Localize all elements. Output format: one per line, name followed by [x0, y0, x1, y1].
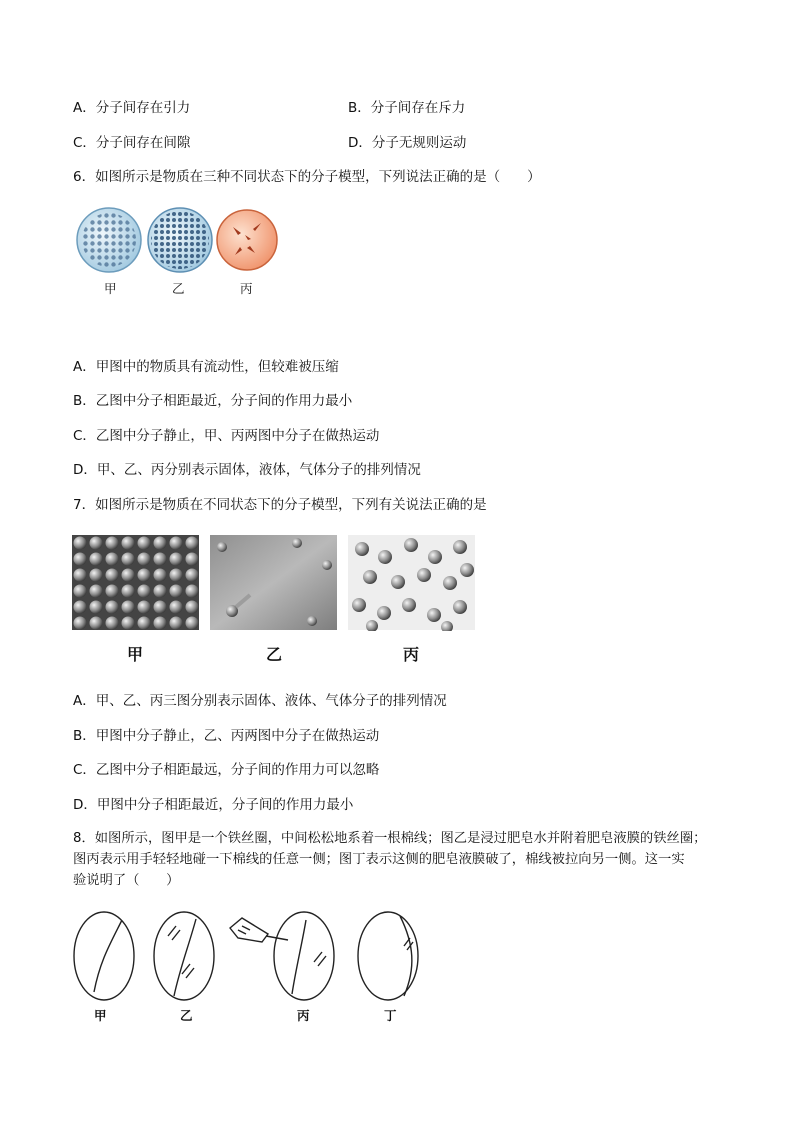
q8-label-yi: 乙 [180, 1008, 193, 1023]
q7-panel-bing [348, 535, 475, 631]
q7-panel-jia [72, 535, 199, 630]
q5-option-d: D．分子无规则运动 [348, 135, 467, 151]
q6-circle-yi [148, 208, 212, 272]
q7-option-c: C．乙图中分子相距最远，分子间的作用力可以忽略 [73, 762, 380, 778]
q8-label-bing: 丙 [297, 1008, 310, 1023]
q8-loop-bing [230, 912, 334, 1000]
q8-label-jia: 甲 [94, 1008, 107, 1023]
q6-option-d: D．甲、乙、丙分别表示固体，液体，气体分子的排列情况 [73, 462, 421, 478]
q6-stem: 6．如图所示是物质在三种不同状态下的分子模型，下列说法正确的是（ ） [73, 169, 541, 185]
q7-molecule-figure [72, 535, 477, 631]
q7-label-jia: 甲 [127, 645, 144, 664]
q6-label-bing: 丙 [240, 281, 253, 296]
q8-wire-loop-figure [70, 906, 430, 1006]
q8-label-ding: 丁 [384, 1008, 397, 1023]
q8-stem-line-3: 验说明了（ ） [73, 873, 180, 888]
q7-option-a: A．甲、乙、丙三图分别表示固体、液体、气体分子的排列情况 [73, 693, 447, 709]
q6-label-jia: 甲 [104, 281, 117, 296]
q5-option-c: C．分子间存在间隙 [73, 135, 191, 151]
q6-label-yi: 乙 [172, 281, 185, 296]
q5-option-a: A．分子间存在引力 [73, 100, 191, 116]
q6-option-c: C．乙图中分子静止，甲、丙两图中分子在做热运动 [73, 428, 380, 444]
q6-option-b: B．乙图中分子相距最近，分子间的作用力最小 [73, 393, 353, 409]
q7-option-b: B．甲图中分子静止，乙、丙两图中分子在做热运动 [73, 728, 380, 744]
q8-stem-line-2: 图丙表示用手轻轻地碰一下棉线的任意一侧；图丁表示这侧的肥皂液膜破了，棉线被拉向另一侧。这一实 [73, 852, 685, 867]
q6-option-a: A．甲图中的物质具有流动性，但较难被压缩 [73, 359, 339, 375]
q7-stem: 7．如图所示是物质在不同状态下的分子模型，下列有关说法正确的是 [73, 497, 487, 513]
q5-option-b: B．分子间存在斥力 [348, 100, 466, 116]
q8-loop-yi [154, 912, 214, 1000]
q7-label-yi: 乙 [266, 645, 283, 664]
q6-circle-bing [217, 210, 277, 270]
q7-panel-yi [210, 535, 337, 630]
q8-loop-jia [74, 912, 134, 1000]
q7-label-bing: 丙 [403, 645, 420, 664]
q7-option-d: D．甲图中分子相距最近，分子间的作用力最小 [73, 797, 354, 813]
q8-loop-ding [358, 912, 418, 1000]
q6-circle-jia [77, 208, 141, 272]
q8-stem-line-1: 8．如图所示，图甲是一个铁丝圈，中间松松地系着一根棉线；图乙是浸过肥皂水并附着肥皂液膜的铁丝圈； [73, 831, 707, 846]
q6-molecule-figure [75, 205, 285, 275]
